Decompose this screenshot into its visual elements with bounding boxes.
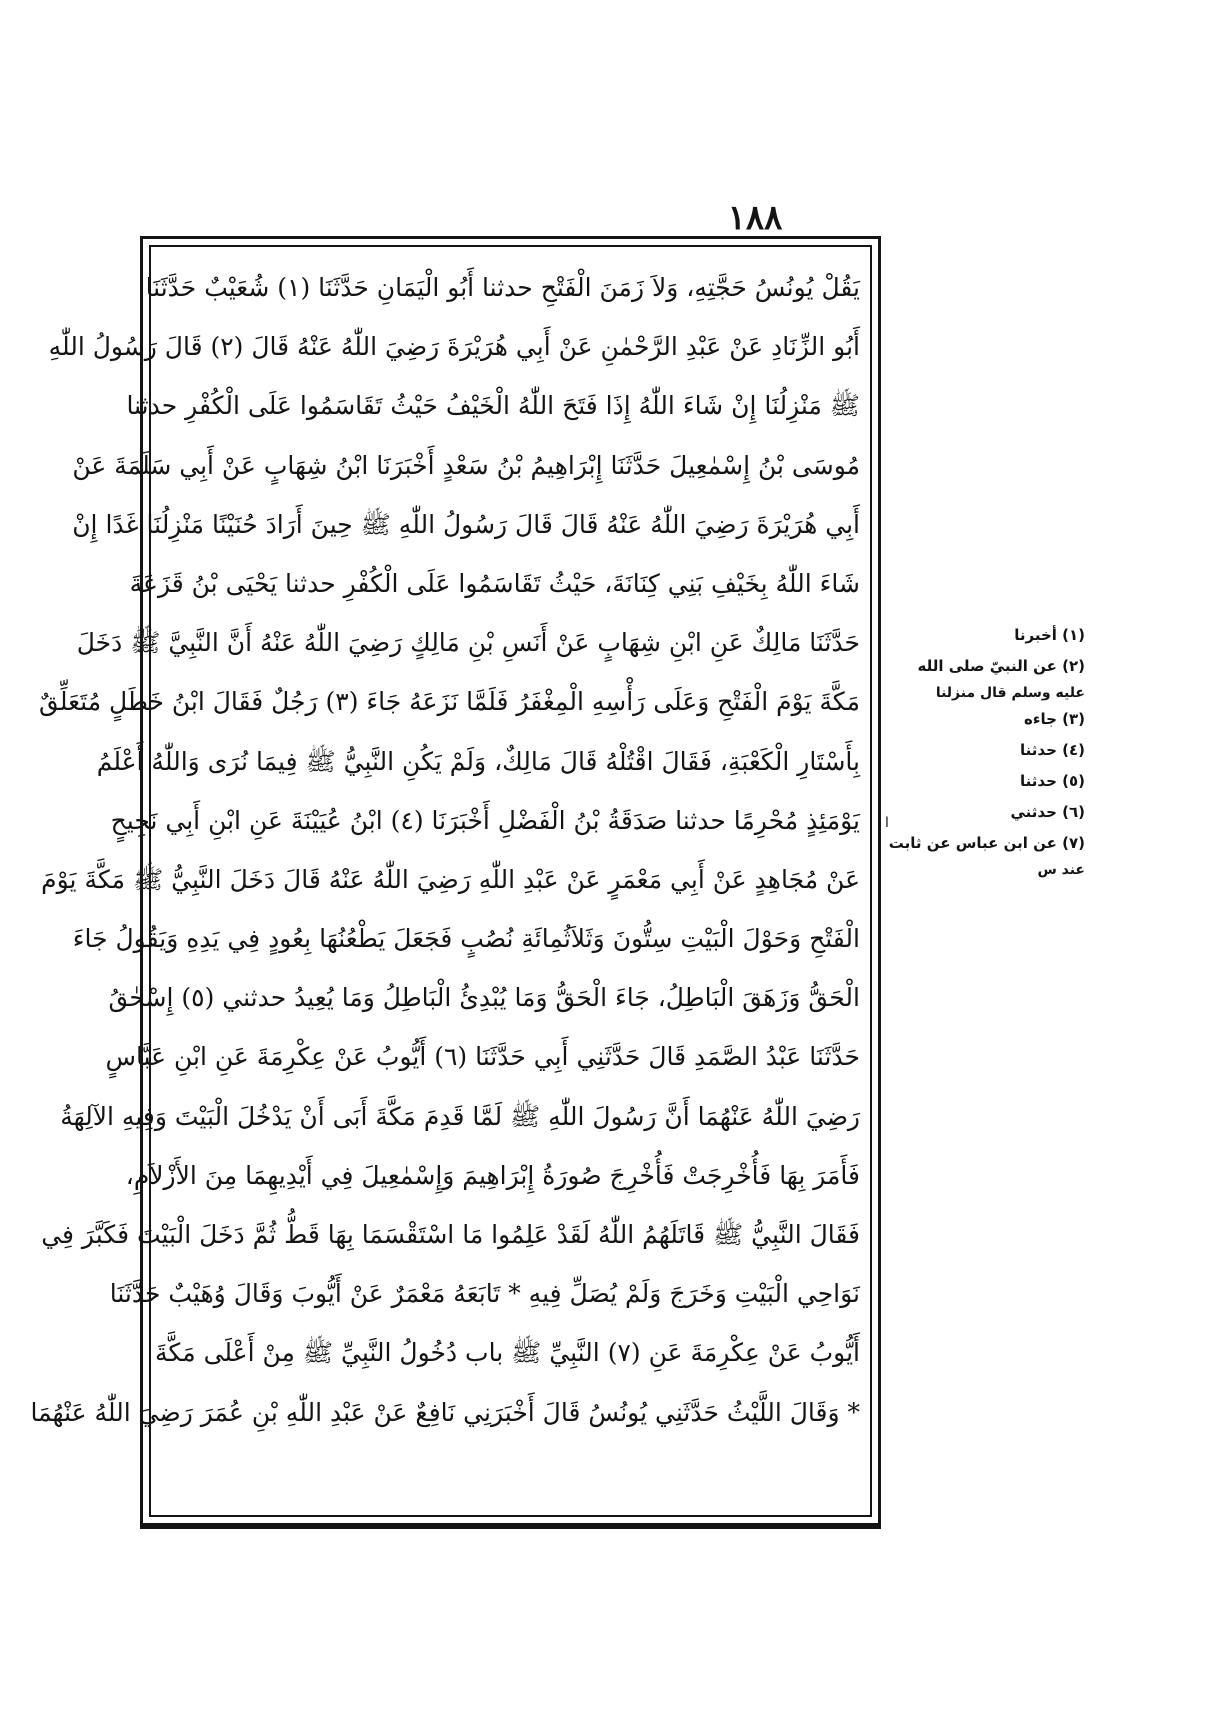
text-line: حَدَّثَنَا عَبْدُ الصَّمَدِ قَالَ حَدَّثَنِي أَبِي حَدَّثَنَا (٦) أَيُّوبُ عَنْ عِكْرِمَةَ عَنِ ابْنِ عَبَّاسٍ	[105, 1042, 860, 1072]
note-item: (٢) عن النبيّ صلى الله	[917, 657, 1085, 675]
text-line: فَأَمَرَ بِهَا فَأُخْرِجَتْ فَأُخْرِجَ صُورَةُ إِبْرَاهِيمَ وَإِسْمٰعِيلَ فِي أَيْدِيهِمَا مِنَ الأَزْلاَمِ،	[125, 1160, 860, 1190]
text-line: رَضِيَ اللّٰهُ عَنْهُمَا أَنَّ رَسُولَ اللّٰهِ ﷺ لَمَّا قَدِمَ مَكَّةَ أَبَى أَنْ يَدْخُلَ الْبَيْتَ وَفِيهِ الآلِهَةُ	[60, 1101, 860, 1131]
page-frame-shadow	[140, 1524, 881, 1529]
text-line: بِأَسْتَارِ الْكَعْبَةِ، فَقَالَ اقْتُلْهُ قَالَ مَالِكٌ، وَلَمْ يَكُنِ النَّبِيُّ ﷺ فِيمَا نُرَى وَاللّٰهُ أَعْلَمُ	[96, 746, 860, 776]
note-item: (٤) حدثنا	[1020, 741, 1085, 759]
page-number: ١٨٨	[727, 198, 783, 238]
text-line: نَوَاحِي الْبَيْتِ وَخَرَجَ وَلَمْ يُصَلِّ فِيهِ * تَابَعَهُ مَعْمَرٌ عَنْ أَيُّوبَ وَقَالَ وُهَيْبٌ حَدَّثَنَا	[109, 1279, 860, 1309]
text-line: مَكَّةَ يَوْمَ الْفَتْحِ وَعَلَى رَأْسِهِ الْمِغْفَرُ فَلَمَّا نَزَعَهُ جَاءَ (٣) رَجُلٌ فَقَالَ ابْنُ خَطَلٍ مُتَعَلِّقٌ	[38, 687, 860, 717]
text-line: أَبِي هُرَيْرَةَ رَضِيَ اللّٰهُ عَنْهُ قَالَ قَالَ رَسُولُ اللّٰهِ ﷺ حِينَ أَرَادَ حُنَيْنًا مَنْزِلُنَا غَدًا إِنْ	[72, 509, 860, 539]
text-line: ﷺ مَنْزِلُنَا إِنْ شَاءَ اللّٰهُ إِذَا فَتَحَ اللّٰهُ الْخَيْفُ حَيْثُ تَقَاسَمُوا عَلَى الْكُفْرِ حدثنا	[126, 391, 860, 421]
note-item: (٧) عن ابن عباس عن ثابت	[888, 834, 1085, 852]
text-line: * وَقَالَ اللَّيْثُ حَدَّثَنِي يُونُسُ قَالَ أَخْبَرَنِي نَافِعٌ عَنْ عَبْدِ اللّٰهِ بْنِ عُمَرَ رَضِيَ اللّٰهُ عَنْهُمَا	[30, 1397, 860, 1427]
margin-mark: ا	[885, 815, 889, 831]
text-line: مُوسَى بْنُ إِسْمٰعِيلَ حَدَّثَنَا إِبْرَاهِيمُ بْنُ سَعْدٍ أَخْبَرَنَا ابْنُ شِهَابٍ عَنْ أَبِي سَلَمَةَ عَنْ	[72, 450, 860, 480]
text-line: عَنْ مُجَاهِدٍ عَنْ أَبِي مَعْمَرٍ عَنْ عَبْدِ اللّٰهِ رَضِيَ اللّٰهُ عَنْهُ قَالَ دَخَلَ النَّبِيُّ ﷺ مَكَّةَ يَوْمَ	[41, 864, 860, 894]
note-item: (٣) جاءه	[1023, 710, 1085, 728]
text-line: الْفَتْحِ وَحَوْلَ الْبَيْتِ سِتُّونَ وَثَلاَثُمِائَةِ نُصُبٍ فَجَعَلَ يَطْعُنُهَا بِعُودٍ فِي يَدِهِ وَيَقُولُ جَاءَ	[72, 924, 860, 954]
note-item: عليه وسلم قال منزلنا	[935, 685, 1085, 701]
note-item: (٦) حدثني	[1010, 803, 1085, 821]
main-text-block	[30, 258, 860, 1508]
text-line: أَيُّوبُ عَنْ عِكْرِمَةَ عَنِ (٧) النَّبِيِّ ﷺ باب دُخُولُ النَّبِيِّ ﷺ مِنْ أَعْلَى مَكَّةَ	[155, 1338, 860, 1368]
note-item: عند س	[1037, 862, 1085, 878]
note-item: (١) أخبرنا	[1014, 626, 1085, 644]
text-line: الْحَقُّ وَزَهَقَ الْبَاطِلُ، جَاءَ الْحَقُّ وَمَا يُبْدِئُ الْبَاطِلُ وَمَا يُعِيدُ حدثني (٥) إِسْحٰقُ	[108, 983, 860, 1013]
text-line: فَقَالَ النَّبِيُّ ﷺ قَاتَلَهُمُ اللّٰهُ لَقَدْ عَلِمُوا مَا اسْتَقْسَمَا بِهَا قَطُّ ثُمَّ دَخَلَ الْبَيْتَ فَكَبَّرَ فِي	[41, 1220, 860, 1249]
text-line: حَدَّثَنَا مَالِكٌ عَنِ ابْنِ شِهَابٍ عَنْ أَنَسِ بْنِ مَالِكٍ رَضِيَ اللّٰهُ عَنْهُ أَنَّ النَّبِيَّ ﷺ دَخَلَ	[76, 628, 860, 658]
text-line: يَقُلْ يُونُسُ حَجَّتِهِ، وَلاَ زَمَنَ الْفَتْحِ حدثنا أَبُو الْيَمَانِ حَدَّثَنَا (١) شُعَيْبٌ حَدَّثَنَا	[145, 273, 860, 302]
text-line: شَاءَ اللّٰهُ بِخَيْفِ بَنِي كِنَانَةَ، حَيْثُ تَقَاسَمُوا عَلَى الْكُفْرِ حدثنا يَحْيَى بْنُ قَزَعَةَ	[129, 568, 860, 598]
marginal-notes	[885, 620, 1085, 881]
note-item: (٥) حدثنا	[1020, 772, 1085, 790]
text-line: يَوْمَئِذٍ مُحْرِمًا حدثنا صَدَقَةُ بْنُ الْفَضْلِ أَخْبَرَنَا (٤) ابْنُ عُيَيْنَةَ عَنِ ابْنِ أَبِي نَجِيحٍ	[110, 805, 860, 835]
text-line: أَبُو الزِّنَادِ عَنْ عَبْدِ الرَّحْمٰنِ عَنْ أَبِي هُرَيْرَةَ رَضِيَ اللّٰهُ عَنْهُ قَالَ (٢) قَالَ رَسُولُ اللّٰهِ	[48, 332, 860, 362]
